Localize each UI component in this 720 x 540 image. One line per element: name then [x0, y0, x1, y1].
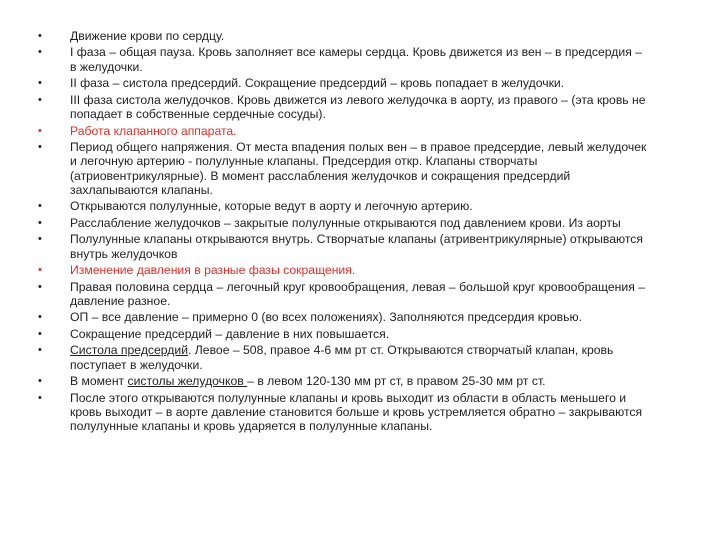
- item-text: Период общего напряжения. От места впадения полых вен – в правое предсердие, левый желудочек и легочную артерию - полулунные клапаны. Предсердия откр. Клапаны створчаты (атриовентрикулярные). В момент расслабления желудочков и сокращения предсердий захлапываются клапаны.: [70, 140, 647, 197]
- bullet-icon: •: [38, 141, 42, 154]
- list-item: [38, 76, 648, 90]
- item-text: Движение крови по сердцу.: [70, 29, 225, 43]
- list-item: [38, 232, 648, 261]
- list-item: [38, 199, 648, 213]
- item-text: ОП – все давление – примерно 0 (во всех положениях). Заполняются предсердия кровью.: [70, 310, 582, 325]
- item-text: Работа клапанного аппарата.: [70, 123, 237, 138]
- bullet-icon: •: [38, 124, 42, 137]
- list-item-highlight: [38, 263, 648, 277]
- list-item-highlight: [38, 124, 648, 138]
- list-item: [38, 310, 648, 324]
- list-item: [38, 343, 648, 372]
- bullet-icon: •: [38, 93, 42, 106]
- item-text: Открываются полулунные, которые ведут в аорту и легочную артерию.: [70, 199, 473, 214]
- bullet-icon: •: [38, 280, 42, 293]
- item-text: После этого открываются полулунные клапаны и кровь выходит из области в область меньшего и кровь выходит – в аорте давление становится больше и кровь устремляется обратно – закрываются полулунные клапаны и кровь ударяется в полулунные клапаны.: [70, 390, 643, 434]
- item-text: – в левом 120-130 мм рт ст, в правом 25-30 мм рт ст.: [247, 374, 546, 389]
- bullet-icon: •: [38, 327, 42, 340]
- item-text: Изменение давления в разные фазы сокращения.: [70, 263, 356, 278]
- bullet-icon: •: [38, 30, 42, 42]
- item-text: Полулунные клапаны открываются внутрь. Створчатые клапаны (атривентрикулярные) открываются внутрь желудочков: [70, 232, 643, 261]
- bullet-icon: •: [38, 216, 42, 229]
- bullet-icon: •: [38, 200, 42, 213]
- list-item: [38, 327, 648, 341]
- bullet-icon: •: [38, 264, 42, 277]
- list-item: [38, 216, 648, 230]
- bullet-icon: •: [38, 344, 42, 357]
- list-item: [38, 280, 648, 309]
- item-text: III фаза систола желудочков. Кровь движется из левого желудочка в аорту, из правого – (эта кровь не попадает в собственные сердечные сосуды).: [70, 92, 646, 122]
- bullet-icon: •: [38, 375, 42, 388]
- item-underlined-text: Систола предсердий: [70, 343, 189, 358]
- bullet-icon: •: [38, 46, 42, 59]
- list-item: [38, 45, 648, 74]
- item-underlined-text: систолы желудочков: [127, 374, 248, 389]
- bullet-icon: •: [38, 311, 42, 324]
- bullet-list: [38, 29, 648, 436]
- item-text: . Левое – 508, правое 4-6 мм рт ст. Открываются створчатый клапан, кровь поступает в желудочки.: [70, 343, 614, 372]
- list-item: [38, 374, 648, 388]
- list-item: [38, 140, 648, 197]
- item-text: I фаза – общая пауза. Кровь заполняет все камеры сердца. Кровь движется из вен – в предсердия – в желудочки.: [70, 45, 642, 74]
- item-text: Расслабление желудочков – закрытые полулунные открываются под давлением крови. Из аорты: [70, 215, 621, 230]
- list-item: [38, 391, 648, 434]
- item-prefix-text: В момент: [70, 374, 128, 389]
- bullet-icon: •: [38, 391, 42, 404]
- item-text: Сокращение предсердий – давление в них повышается.: [70, 326, 390, 341]
- list-item: [38, 93, 648, 122]
- bullet-icon: •: [38, 77, 42, 90]
- list-item-heading: [38, 29, 648, 43]
- bullet-icon: •: [38, 233, 42, 246]
- item-text: II фаза – систола предсердий. Сокращение предсердий – кровь попадает в желудочки.: [70, 76, 565, 91]
- item-text: Правая половина сердца – легочный круг кровообращения, левая – большой круг кровообращения – давление разное.: [70, 279, 645, 308]
